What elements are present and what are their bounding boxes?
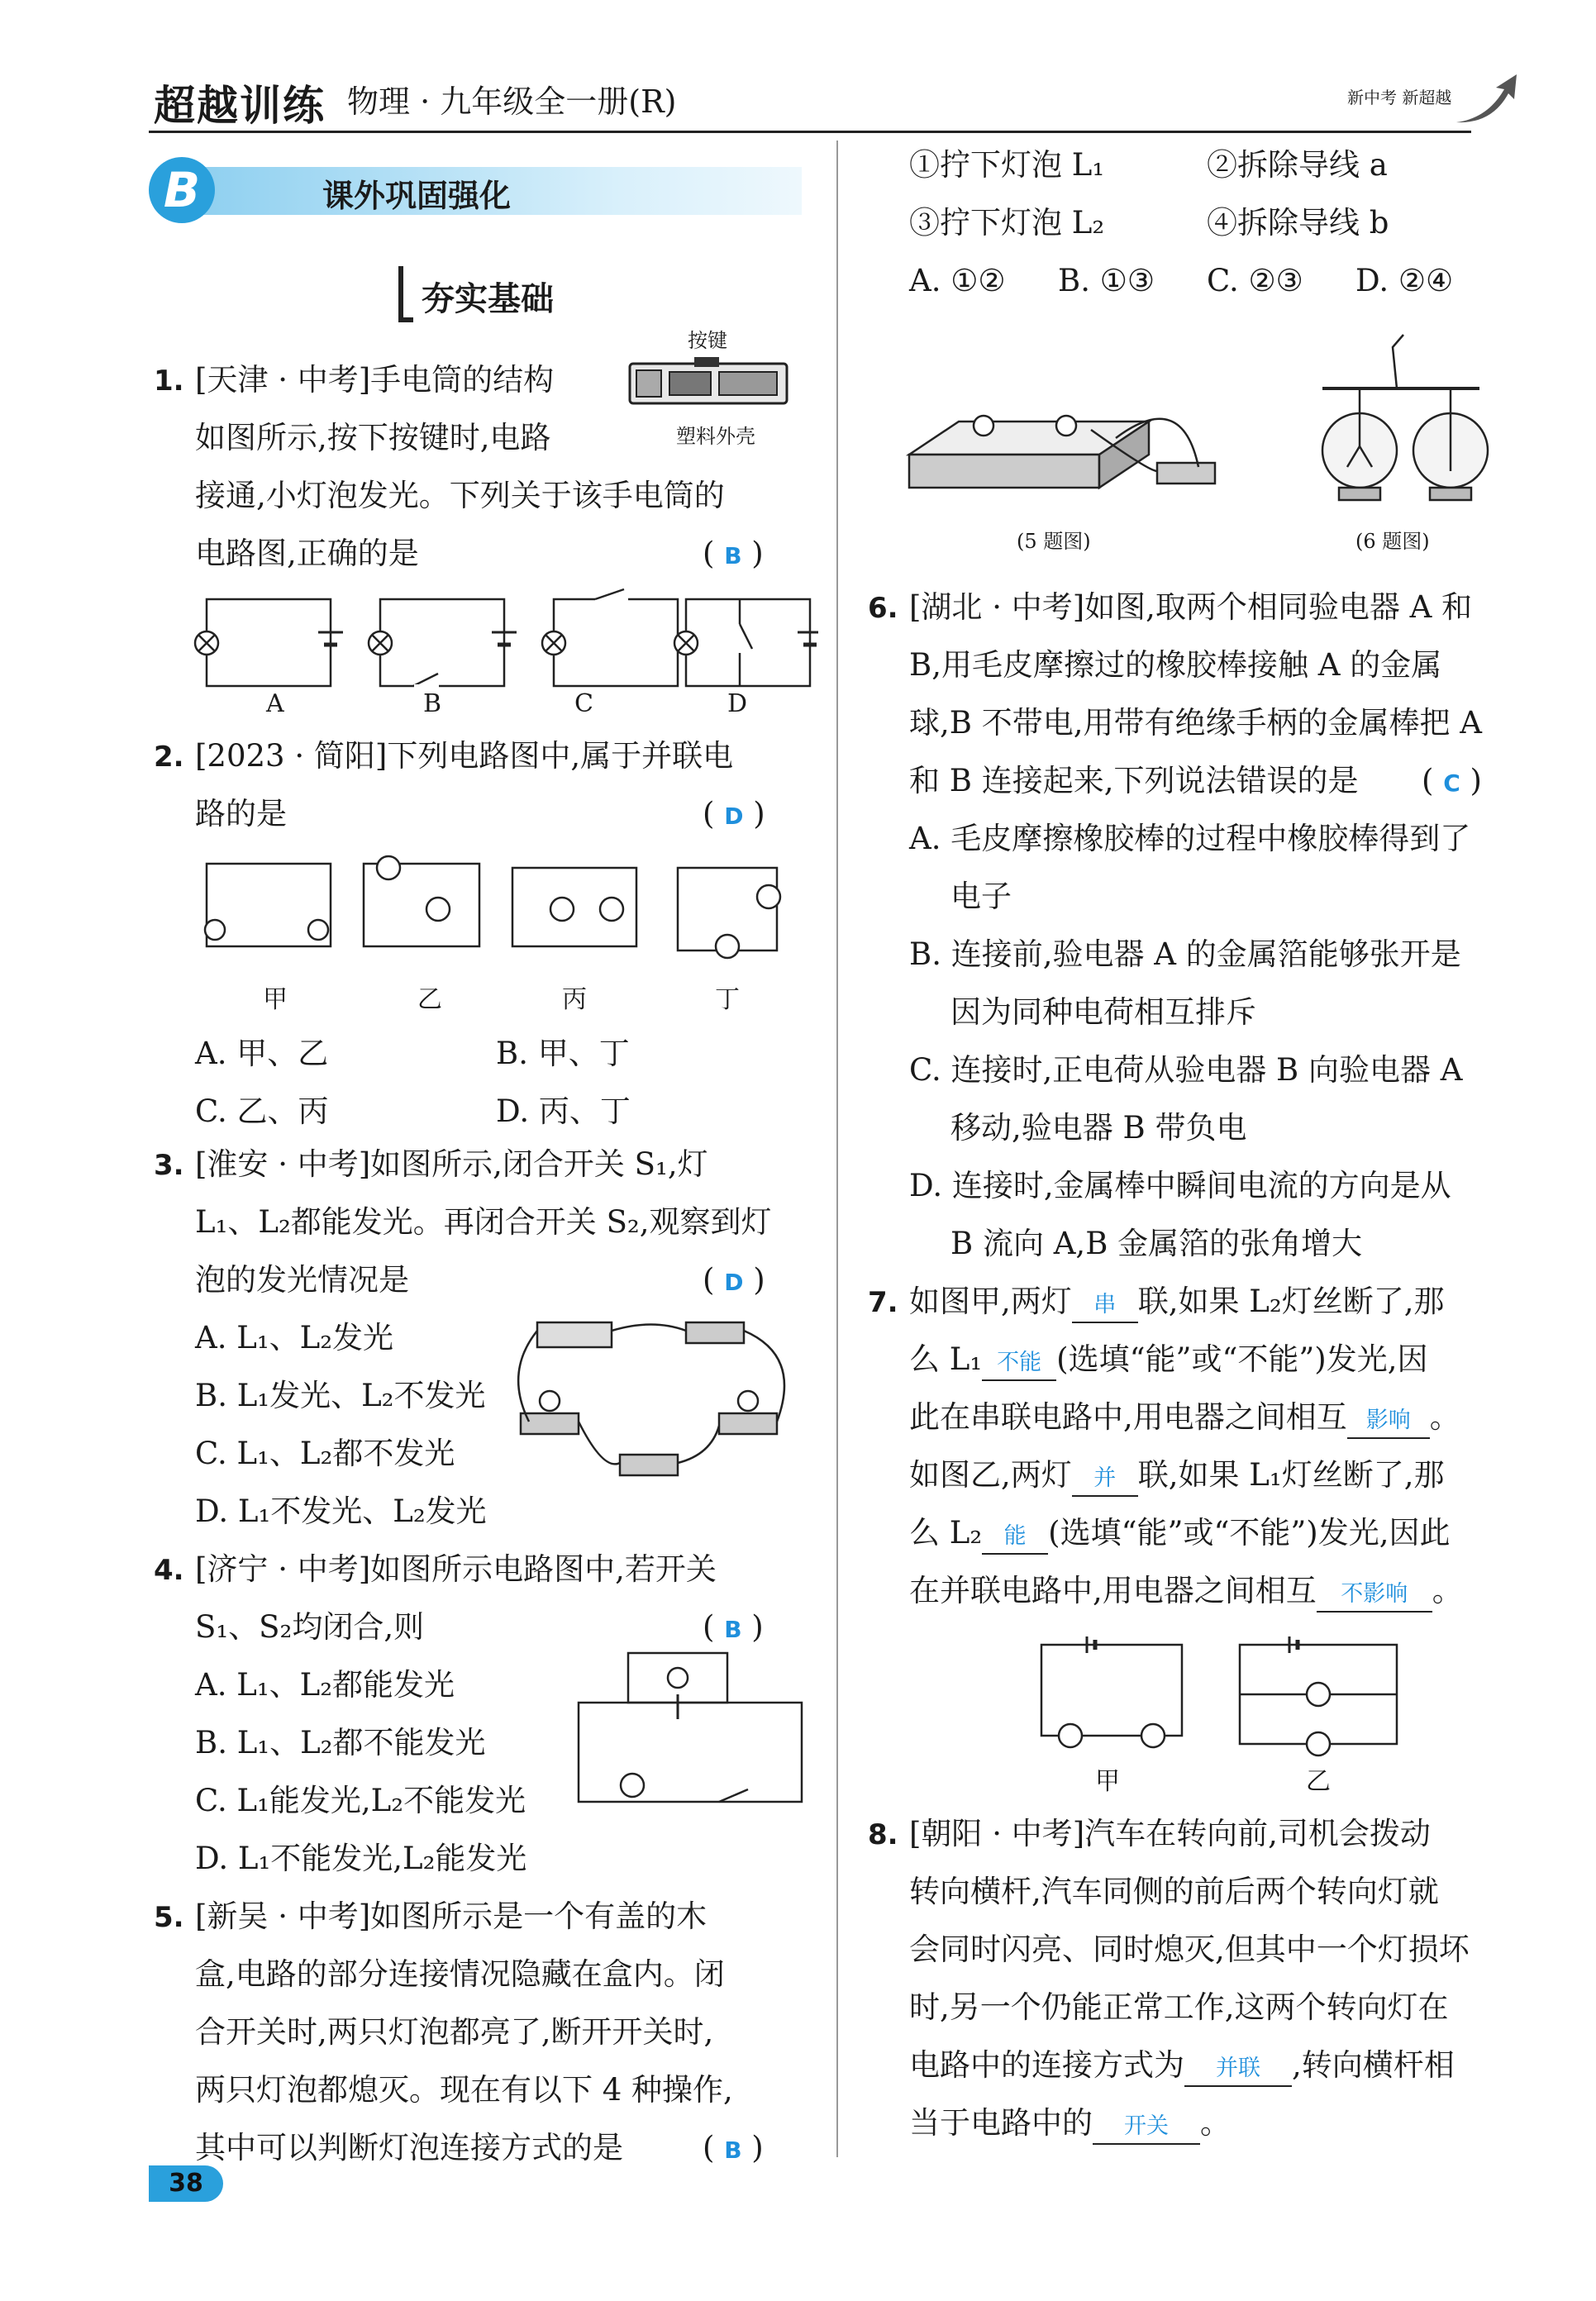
q7-fig-label: 甲: [1095, 1767, 1120, 1796]
answer-bracket: ( B ): [703, 2130, 764, 2165]
q1-option-label: B: [423, 689, 442, 718]
q2-fig-label: 甲: [263, 985, 288, 1014]
q5-choice-a: A. ①②: [909, 263, 1006, 298]
flashlight-figure: [628, 355, 793, 413]
q1-circuit-options: [190, 587, 818, 727]
q4-choice-d: D. L₁不能发光,L₂能发光: [195, 1841, 527, 1876]
q8-line-5: 电路中的连接方式为 并联 ,转向横杆相: [909, 2037, 1455, 2094]
subsection-title: 夯实基础: [422, 280, 554, 318]
q6-fig-caption: (6 题图): [1355, 530, 1430, 553]
q3-line: 泡的发光情况是: [195, 1262, 409, 1298]
q6-choice-c: C. 连接时,正电荷从验电器 B 向验电器 A: [909, 1052, 1463, 1088]
q3-choice-b: B. L₁发光、L₂不发光: [195, 1378, 486, 1413]
question-8: 8. [朝阳 · 中考]汽车在转向前,司机会拨动: [868, 1816, 1431, 1851]
q8-line: 时,另一个仍能正常工作,这两个转向灯在: [909, 1989, 1449, 2025]
page-number: 38: [149, 2165, 223, 2202]
q6-choice-a-cont: 电子: [950, 879, 1012, 914]
q7-line-6: 在并联电路中,用电器之间相互 不影响 。: [909, 1562, 1463, 1620]
q4-choice-b: B. L₁、L₂都不能发光: [195, 1725, 486, 1760]
swoosh-arrow-icon: [1455, 73, 1521, 131]
q1-option-label: A: [266, 689, 284, 718]
q5-op-2: ②拆除导线 a: [1207, 147, 1388, 183]
q7-blank-5[interactable]: 能: [982, 1520, 1048, 1555]
q5-choice-c: C. ②③: [1207, 263, 1303, 298]
q6-line: 和 B 连接起来,下列说法错误的是: [909, 763, 1359, 798]
header-brand: 超越训练: [154, 82, 326, 130]
section-letter: B: [149, 157, 215, 223]
q6-choice-c-cont: 移动,验电器 B 带负电: [950, 1110, 1247, 1146]
column-divider: [836, 141, 838, 2157]
section-banner: [149, 157, 802, 223]
answer-bracket: ( B ): [703, 536, 764, 571]
q6-choice-d-cont: B 流向 A,B 金属箔的张角增大: [950, 1226, 1363, 1261]
q2-choice-b: B. 甲、丁: [496, 1036, 630, 1071]
q6-choice-a: A. 毛皮摩擦橡胶棒的过程中橡胶棒得到了: [909, 821, 1471, 856]
q7-fig-label: 乙: [1306, 1767, 1331, 1796]
q3-physical-circuit: [512, 1306, 818, 1496]
q6-choice-b: B. 连接前,验电器 A 的金属箔能够张开是: [909, 936, 1461, 972]
q3-choice-a: A. L₁、L₂发光: [195, 1320, 394, 1355]
header-divider: [149, 131, 1471, 133]
q7-line-4: 如图乙,两灯 并 联,如果 L₁灯丝断了,那: [909, 1446, 1444, 1504]
q4-circuit-figure: [570, 1645, 818, 1810]
question-1: 1. [天津 · 中考]手电筒的结构: [154, 362, 555, 398]
q3-line: L₁、L₂都能发光。再闭合开关 S₂,观察到灯: [195, 1204, 772, 1240]
header-subtitle: 物理 · 九年级全一册(R): [347, 83, 677, 120]
q5-line: 盒,电路的部分连接情况隐藏在盒内。闭: [195, 1956, 725, 1992]
q5-box-figure: [901, 388, 1240, 529]
q5-line: 两只灯泡都熄灭。现在有以下 4 种操作,: [195, 2072, 733, 2108]
q2-choice-c: C. 乙、丙: [195, 1093, 329, 1129]
q7-line-3: 此在串联电路中,用电器之间相互 影响 。: [909, 1389, 1460, 1446]
q1-option-label: C: [574, 689, 593, 718]
q8-line: 转向横杆,汽车同侧的前后两个转向灯就: [909, 1874, 1439, 1909]
section-title: 课外巩固强化: [322, 178, 512, 214]
answer-bracket: ( D ): [703, 1262, 765, 1298]
q4-choice-c: C. L₁能发光,L₂不能发光: [195, 1783, 526, 1818]
q6-line: B,用毛皮摩擦过的橡胶棒接触 A 的金属: [909, 647, 1442, 683]
fig-label-shell: 塑料外壳: [676, 425, 755, 448]
q2-choice-d: D. 丙、丁: [496, 1093, 631, 1129]
q7-blank-2[interactable]: 不能: [982, 1346, 1056, 1381]
fig-label-key: 按键: [688, 329, 727, 352]
q6-electroscope-figure: [1314, 331, 1504, 521]
q5-op-1: ①拧下灯泡 L₁: [909, 147, 1105, 183]
q4-choice-a: A. L₁、L₂都能发光: [195, 1667, 455, 1703]
question-4: 4. [济宁 · 中考]如图所示电路图中,若开关: [154, 1551, 717, 1587]
subsection-bracket-icon: [398, 266, 413, 322]
q7-circuit-figure: [1025, 1628, 1463, 1760]
q2-circuit-figure: [190, 851, 818, 984]
q1-line: 电路图,正确的是: [195, 536, 419, 571]
q5-line: 其中可以判断灯泡连接方式的是: [195, 2130, 623, 2165]
q2-fig-label: 丙: [562, 985, 587, 1014]
question-2: 2. [2023 · 简阳]下列电路图中,属于并联电: [154, 738, 734, 774]
q6-choice-d: D. 连接时,金属棒中瞬间电流的方向是从: [909, 1168, 1451, 1203]
q4-line: S₁、S₂均闭合,则: [195, 1609, 425, 1645]
q3-choice-d: D. L₁不发光、L₂发光: [195, 1494, 487, 1529]
answer-bracket: ( C ): [1422, 763, 1482, 798]
q7-line-5: 么 L₂ 能 (选填“能”或“不能”)发光,因此: [909, 1504, 1450, 1562]
q8-blank-1[interactable]: 并联: [1184, 2052, 1292, 2087]
q1-option-label: D: [727, 689, 748, 718]
q5-fig-caption: (5 题图): [1017, 530, 1091, 553]
q5-op-4: ④拆除导线 b: [1207, 205, 1389, 241]
q7-blank-1[interactable]: 串: [1072, 1289, 1138, 1323]
q5-line: 合开关时,两只灯泡都亮了,断开开关时,: [195, 2014, 714, 2050]
q2-fig-label: 丁: [715, 985, 740, 1014]
q2-choice-a: A. 甲、乙: [195, 1036, 329, 1071]
q1-line: 如图所示,按下按键时,电路: [195, 420, 551, 455]
header-slogan: 新中考 新超越: [1347, 88, 1452, 107]
q5-choice-b: B. ①③: [1058, 263, 1155, 298]
q3-choice-c: C. L₁、L₂都不发光: [195, 1436, 455, 1471]
q6-choice-b-cont: 因为同种电荷相互排斥: [950, 994, 1256, 1030]
q7-blank-3[interactable]: 影响: [1347, 1404, 1430, 1439]
q7-blank-6[interactable]: 不影响: [1317, 1578, 1432, 1613]
q6-line: 球,B 不带电,用带有绝缘手柄的金属棒把 A: [909, 705, 1482, 741]
answer-bracket: ( B ): [703, 1609, 764, 1645]
answer-bracket: ( D ): [703, 796, 765, 831]
q7-line-2: 么 L₁ 不能 (选填“能”或“不能”)发光,因: [909, 1331, 1427, 1389]
question-5: 5. [新吴 · 中考]如图所示是一个有盖的木: [154, 1898, 707, 1934]
q5-op-3: ③拧下灯泡 L₂: [909, 205, 1105, 241]
q8-line-6: 当于电路中的 开关 。: [909, 2094, 1231, 2152]
question-7: 7. 如图甲,两灯 串 联,如果 L₂灯丝断了,那: [868, 1273, 898, 1332]
q2-line: 路的是: [195, 796, 287, 831]
q7-blank-4[interactable]: 并: [1072, 1462, 1138, 1497]
question-6: 6. [湖北 · 中考]如图,取两个相同验电器 A 和: [868, 589, 1473, 625]
q1-line: 接通,小灯泡发光。下列关于该手电筒的: [195, 478, 725, 513]
q8-blank-2[interactable]: 开关: [1093, 2110, 1200, 2145]
question-3: 3. [淮安 · 中考]如图所示,闭合开关 S₁,灯: [154, 1146, 708, 1182]
q8-line: 会同时闪亮、同时熄灭,但其中一个灯损坏: [909, 1932, 1470, 1967]
q2-fig-label: 乙: [417, 985, 442, 1014]
q5-choice-d: D. ②④: [1355, 263, 1454, 298]
